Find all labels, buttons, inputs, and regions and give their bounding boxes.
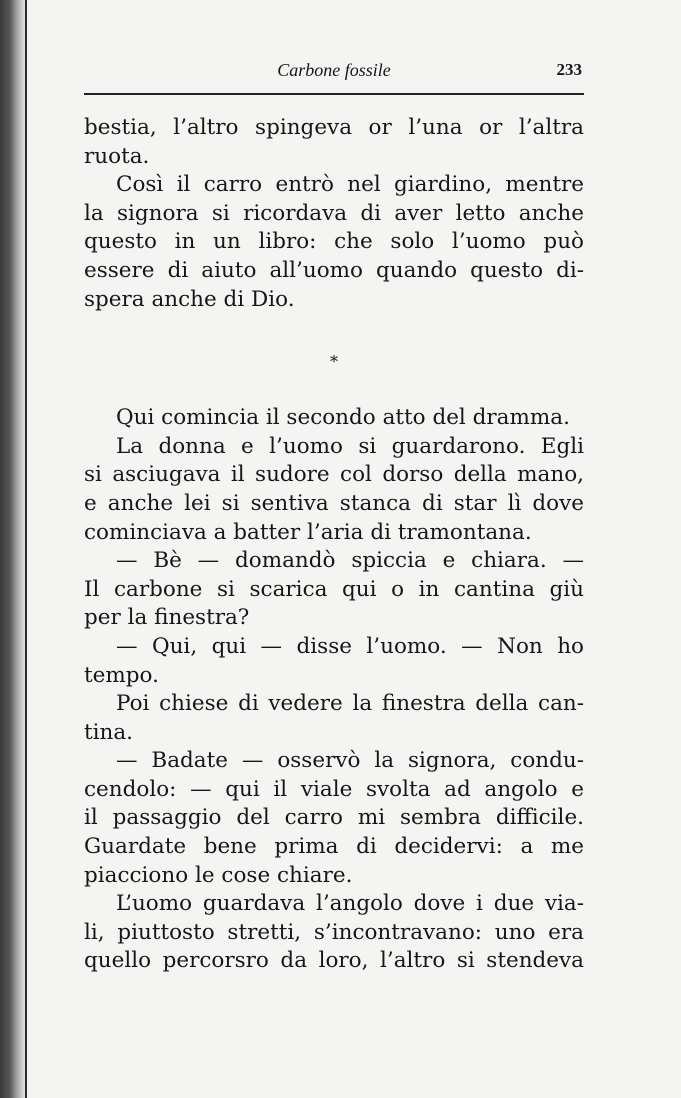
header-rule [84,93,584,95]
section-gap [84,376,584,404]
text-line: — Bè — domandò spiccia e chiara. — [116,548,584,574]
text-line: per la finestra? [84,605,250,631]
page-body [84,114,584,976]
text-line: Poi chiese di vedere la finestra della can- [116,691,584,717]
text-line: essere di aiuto all’uomo quando questo di- [84,257,584,283]
text-line: li, piuttosto stretti, s’incontravano: uno era [84,919,584,945]
text-line: L’uomo guardava l’angolo dove i due via- [116,891,584,917]
text-line: — Badate — osservò la signora, condu- [116,748,584,774]
text-line: Qui comincia il secondo atto del dramma. [116,405,570,431]
page-edge-line [25,0,27,1098]
text-line: spera anche di Dio. [84,286,295,312]
text-line: la signora si ricordava di aver letto anche [84,200,584,226]
text-line: La donna e l’uomo si guardarono. Egli [116,433,584,459]
text-line: tina. [84,719,134,745]
text-line: questo in un libro: che solo l’uomo può [84,229,584,255]
book-spine-shadow [0,0,26,1098]
section-gap [84,314,584,348]
text-line: tempo. [84,662,159,688]
page-header [84,60,584,88]
text-line: cendolo: — qui il viale svolta ad angolo e [84,776,584,802]
text-line: Così il carro entrò nel giardino, mentre [116,172,584,198]
text-line: quello percorsro da loro, l’altro si stendeva [84,948,584,974]
text-line: ruota. [84,143,150,169]
running-title: Carbone fossile [277,60,391,80]
text-line: — Qui, qui — disse l’uomo. — Non ho [116,633,584,659]
section-separator: * [330,352,338,372]
text-line: si asciugava il sudore col dorso della mano, [84,462,584,488]
text-line: piacciono le cose chiare. [84,862,353,888]
text-line: bestia, l’altro spingeva or l’una or l’altra [84,115,584,140]
text-line: il passaggio del carro mi sembra difficile. [84,805,584,831]
page-number: 233 [556,60,582,79]
text-line: Il carbone si scarica qui o in cantina giù [84,576,584,602]
text-line: Guardate bene prima di decidervi: a me [84,834,584,860]
text-line: cominciava a batter l’aria di tramontana. [84,519,532,545]
text-line: e anche lei si sentiva stanca di star lì dove [84,490,584,516]
